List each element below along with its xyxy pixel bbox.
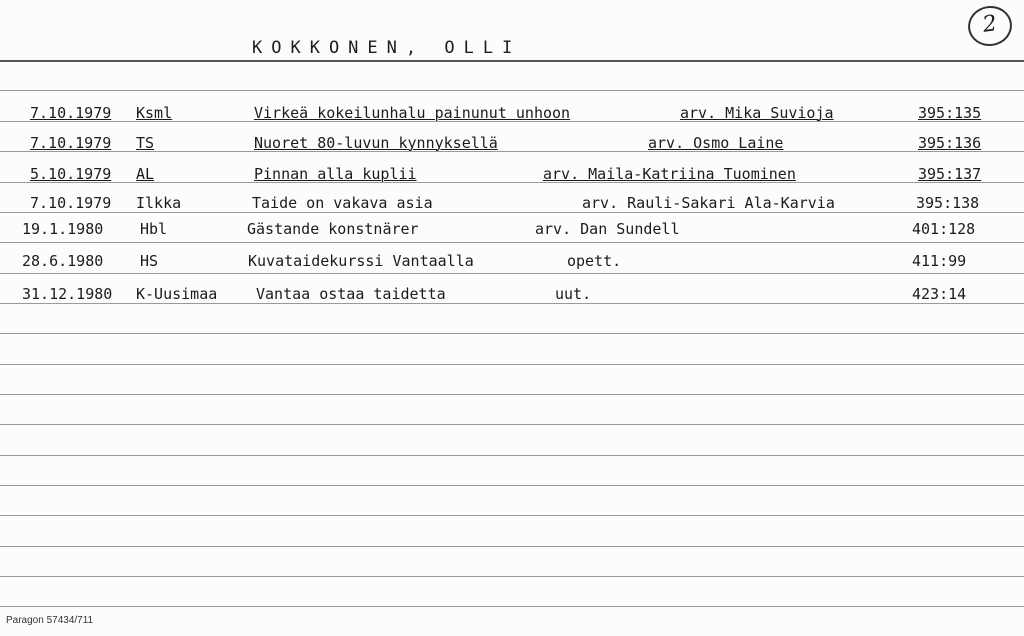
ruled-line	[0, 303, 1024, 304]
entry-note: uut.	[555, 285, 592, 303]
ruled-line	[0, 273, 1024, 274]
entry-title: Taide on vakava asia	[252, 194, 433, 212]
entry-date: 19.1.1980	[22, 220, 104, 238]
ruled-line	[0, 90, 1024, 91]
entry-date: 7.10.1979	[30, 194, 112, 212]
entry-note: arv. Dan Sundell	[535, 220, 680, 238]
ruled-line	[0, 515, 1024, 516]
entry-note: arv. Rauli-Sakari Ala-Karvia	[582, 194, 835, 212]
entry-note: arv. Maila-Katriina Tuominen	[543, 165, 796, 183]
entry-paper: Ilkka	[136, 194, 182, 212]
entry-ref: 401:128	[912, 220, 976, 238]
entry-paper: AL	[136, 165, 155, 183]
ruled-line	[0, 333, 1024, 334]
ruled-line	[0, 455, 1024, 456]
card-number: 2	[965, 3, 1014, 49]
entry-title: Gästande konstnärer	[247, 220, 419, 238]
entry-paper: TS	[136, 134, 155, 152]
ruled-line	[0, 364, 1024, 365]
entry-ref: 395:137	[918, 165, 982, 183]
ruled-line	[0, 485, 1024, 486]
entry-date: 5.10.1979	[30, 165, 112, 183]
entry-note: arv. Osmo Laine	[648, 134, 784, 152]
entry-date: 31.12.1980	[22, 285, 113, 303]
ruled-line	[0, 606, 1024, 607]
entry-paper: Ksml	[136, 104, 173, 122]
ruled-line	[0, 242, 1024, 243]
entry-ref: 395:136	[918, 134, 982, 152]
ruled-line	[0, 576, 1024, 577]
entry-ref: 411:99	[912, 252, 967, 270]
entry-title: Kuvataidekurssi Vantaalla	[248, 252, 474, 270]
ruled-line	[0, 424, 1024, 425]
entry-ref: 395:138	[916, 194, 980, 212]
ruled-line	[0, 546, 1024, 547]
entry-paper: HS	[140, 252, 159, 270]
entry-paper: Hbl	[140, 220, 168, 238]
entry-title: Vantaa ostaa taidetta	[256, 285, 446, 303]
entry-title: Nuoret 80-luvun kynnyksellä	[254, 134, 498, 152]
entry-date: 28.6.1980	[22, 252, 104, 270]
entry-date: 7.10.1979	[30, 104, 112, 122]
entry-title: Pinnan alla kuplii	[254, 165, 417, 183]
entry-paper: K-Uusimaa	[136, 285, 218, 303]
header-rule	[0, 60, 1024, 62]
ruled-line	[0, 212, 1024, 213]
entry-note: arv. Mika Suvioja	[680, 104, 834, 122]
card-name: KOKKONEN, OLLI	[252, 38, 522, 58]
entry-ref: 395:135	[918, 104, 982, 122]
entry-date: 7.10.1979	[30, 134, 112, 152]
ruled-line	[0, 394, 1024, 395]
entry-title: Virkeä kokeilunhalu painunut unhoon	[254, 104, 571, 122]
entry-note: opett.	[567, 252, 622, 270]
printer-footer: Paragon 57434/711	[6, 615, 94, 626]
entry-ref: 423:14	[912, 285, 967, 303]
